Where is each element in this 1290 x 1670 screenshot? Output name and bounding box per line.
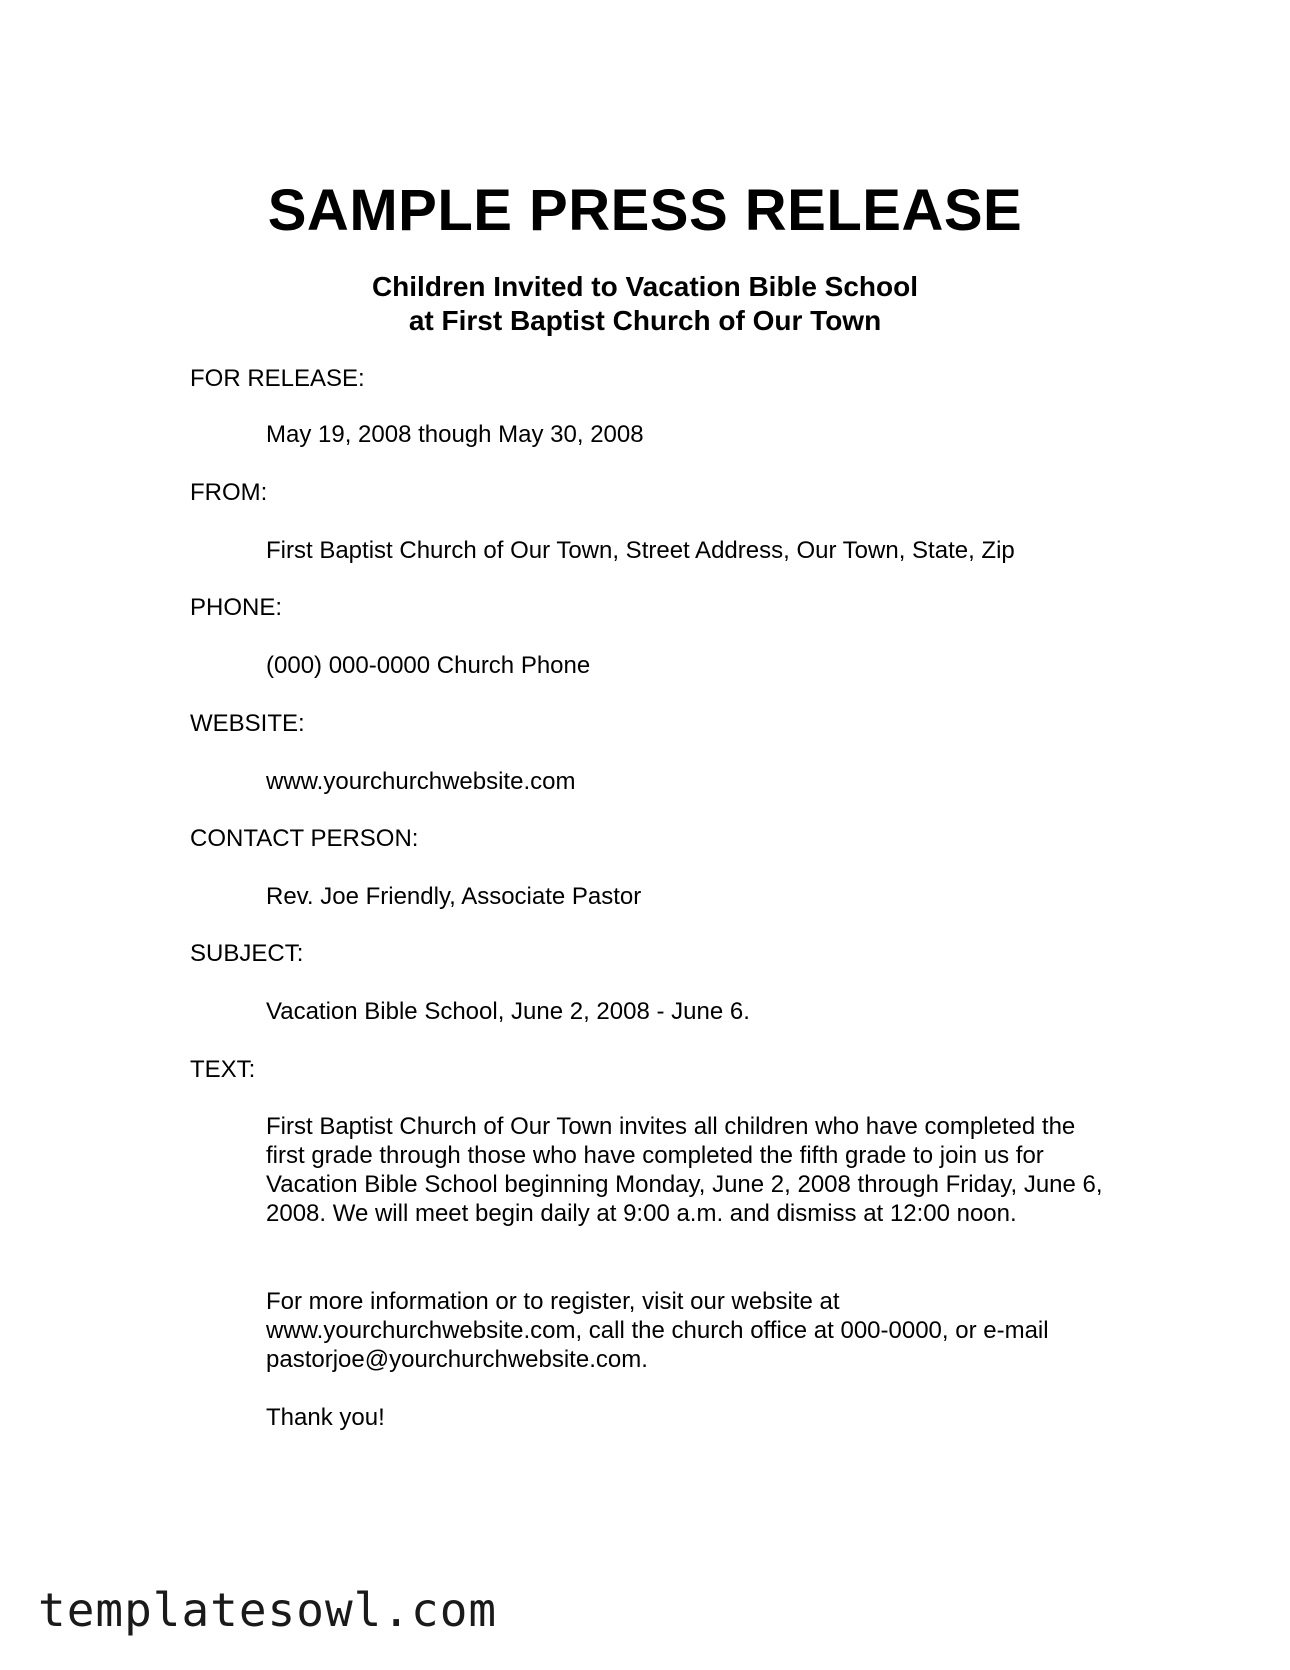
- from-value: First Baptist Church of Our Town, Street Address, Our Town, State, Zip: [266, 537, 1015, 564]
- phone-value: (000) 000-0000 Church Phone: [266, 652, 591, 679]
- text-label: TEXT:: [190, 1056, 256, 1083]
- release-label: FOR RELEASE:: [190, 365, 365, 392]
- release-value: May 19, 2008 though May 30, 2008: [266, 421, 644, 448]
- contact-value: Rev. Joe Friendly, Associate Pastor: [266, 883, 642, 910]
- phone-label: PHONE:: [190, 594, 283, 621]
- page-title: SAMPLE PRESS RELEASE: [267, 178, 1023, 243]
- body-paragraph-2: For more information or to register, visit our website at www.yourchurchwebsite.com, call the church office at 000-0000, or e-mail pastorjoe@yourchurchwebsite.com.: [266, 1288, 1049, 1373]
- subtitle-line-2: at First Baptist Church of Our Town: [408, 305, 882, 336]
- from-label: FROM:: [190, 479, 268, 506]
- closing-text: Thank you!: [266, 1404, 385, 1431]
- website-label: WEBSITE:: [190, 710, 305, 737]
- contact-label: CONTACT PERSON:: [190, 825, 419, 852]
- website-value: www.yourchurchwebsite.com: [266, 768, 576, 795]
- body-paragraph-1: First Baptist Church of Our Town invites all children who have completed the first grade through those who have completed the fifth grade to join us for Vacation Bible School beginning Monday, June 2, 2008 through Friday, June 6, 2008. We will meet begin daily at 9:00 a.m. and dismiss at 12:00 noon.: [266, 1113, 1103, 1227]
- watermark: templatesowl.com: [38, 1583, 498, 1637]
- subject-label: SUBJECT:: [190, 940, 304, 967]
- subject-value: Vacation Bible School, June 2, 2008 - June 6.: [266, 998, 750, 1025]
- subtitle: [0, 270, 1290, 338]
- subtitle-line-1: Children Invited to Vacation Bible School: [371, 271, 919, 302]
